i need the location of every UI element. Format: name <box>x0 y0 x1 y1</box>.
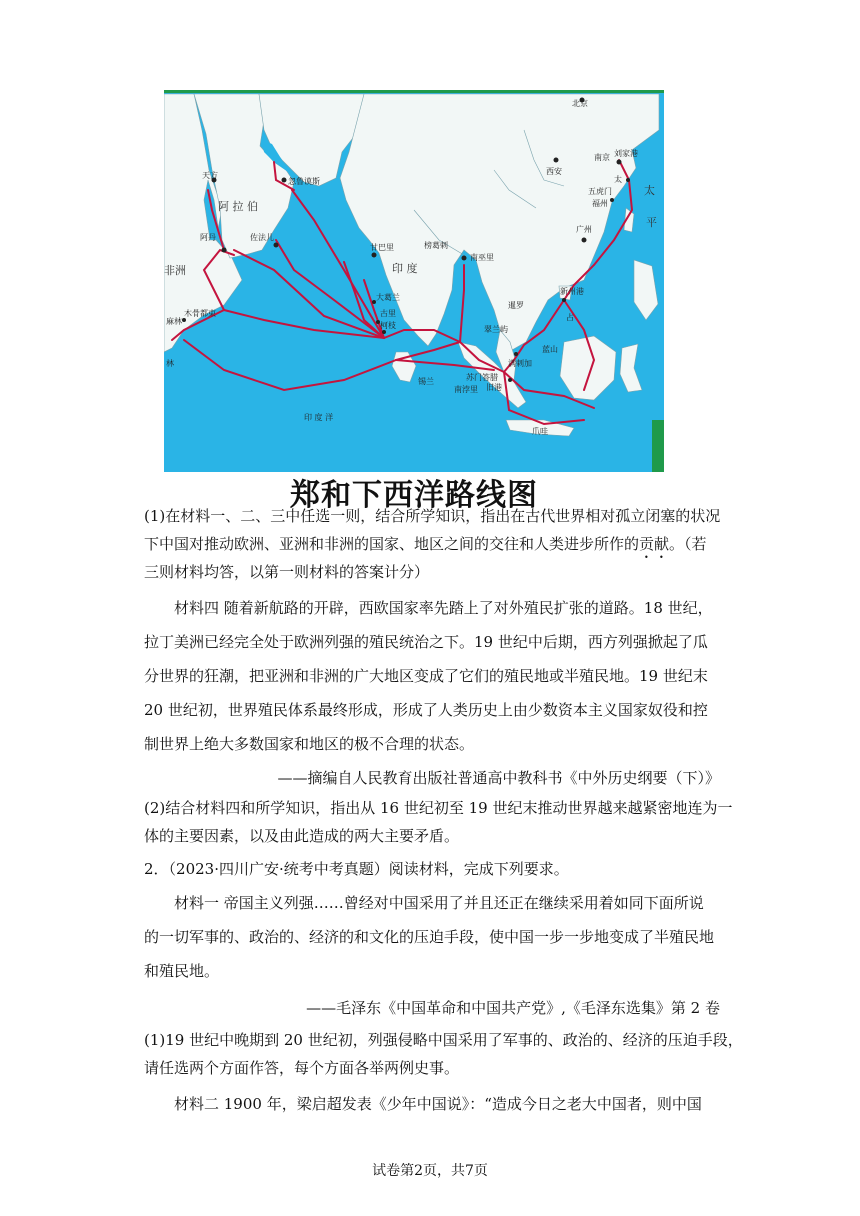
map-label-beijing: 北京 <box>572 99 588 108</box>
emphasized-word: 贡献 <box>639 535 670 553</box>
map-label-nanwuli: 南巫里 <box>470 253 494 262</box>
map-label-nanbo: 南浡里 <box>454 385 478 394</box>
material-1-line-2: 的一切军事的、政治的、经济的和文化的压迫手段，使中国一步一步地变成了半殖民地 <box>144 928 715 946</box>
question-2-line-1: (2)结合材料四和所学知识，指出从 16 世纪初至 19 世纪末推动世界越来越紧密地连为一 <box>144 799 733 817</box>
question-3-line-2: 请任选两个方面作答，每个方面各举两例史事。 <box>144 1059 460 1077</box>
material-4-line-3: 分世界的狂潮，把亚洲和非洲的广大地区变成了它们的殖民地或半殖民地。19 世纪末 <box>144 667 708 685</box>
question-1-line-1: (1)在材料一、二、三中任选一则，结合所学知识，指出在古代世界相对孤立闭塞的状况 <box>144 507 721 525</box>
question-1-line-3: 三则材料均答，以第一则材料的答案计分） <box>144 563 430 581</box>
map-label-kezhi: 柯枝 <box>380 321 396 330</box>
material-4-source: ——摘编自人民教育出版社普通高中教科书《中外历史纲要（下）》 <box>277 769 720 787</box>
map-label-zhaowa: 爪哇 <box>532 427 548 436</box>
map-label-bangladesh: 榜葛剌 <box>424 241 448 250</box>
map-label-indian-ocean: 印 度 洋 <box>304 413 334 422</box>
material-2-line-1: 材料二 1900 年，梁启超发表《少年中国说》：“造成今日之老大中国者，则中国 <box>174 1095 702 1113</box>
map-label-ganbali: 甘巴里 <box>370 243 394 252</box>
question-2-line-2: 体的主要因素，以及由此造成的两大主要矛盾。 <box>144 827 460 845</box>
map-label-mogadishu: 木骨都束 <box>184 309 216 318</box>
map-label-zhancheng: 占 <box>566 313 574 322</box>
material-4-line-5: 制世界上绝大多数国家和地区的极不合理的状态。 <box>144 735 475 753</box>
map-label-guli: 古里 <box>380 309 396 318</box>
map-label-wuhumen: 五虎门 <box>588 187 612 196</box>
material-4-line-4: 20 世纪初，世界殖民体系最终形成，形成了人类历史上由少数资本主义国家奴役和控 <box>144 701 708 719</box>
material-4-line-2: 拉丁美洲已经完全处于欧洲列强的殖民统治之下。19 世纪中后期，西方列强掀起了瓜 <box>144 633 708 651</box>
map-label-africa: 非洲 <box>164 264 186 277</box>
map-label-malindi: 麻林 <box>166 317 182 326</box>
map-label-manlajia: 满剌加 <box>508 359 532 368</box>
map-label-arabia: 阿 拉 伯 <box>218 200 258 213</box>
map-label-xian: 西安 <box>546 167 562 176</box>
map-label-nanjing: 南京 <box>594 153 610 162</box>
material-1-line-3: 和殖民地。 <box>144 962 220 980</box>
map-label-fuzhou: 福州 <box>592 199 608 208</box>
map-label-lanshan: 蓝山 <box>542 345 558 354</box>
map-label-hormuz: 忽鲁谟斯 <box>288 177 320 186</box>
question-1-line-2: 下中国对推动欧洲、亚洲和非洲的国家、地区之间的交往和人类进步所作的贡献。（若 <box>144 535 707 553</box>
map-label-liujiagang: 刘家港 <box>614 149 638 158</box>
map-label-adan: 阿丹 <box>200 233 216 242</box>
material-1-line-1: 材料一 帝国主义列强……曾经对中国采用了并且还正在继续采用着如同下面所说 <box>174 894 704 912</box>
map-title: 郑和下西洋路线图 <box>290 478 538 513</box>
map-label-tianfang: 天方 <box>202 171 218 180</box>
map-label-sumendala: 苏门答腊 <box>466 373 498 382</box>
map-label-zufaer: 佐法儿 <box>250 233 274 242</box>
map-label-guangzhou: 广州 <box>576 225 592 234</box>
map-label-jiugang: 旧港 <box>486 383 502 392</box>
item-2-heading: 2．（2023·四川广安·统考中考真题）阅读材料，完成下列要求。 <box>144 860 569 878</box>
zheng-he-voyage-map <box>164 90 664 472</box>
map-label-pacific-2: 平 <box>646 216 657 229</box>
map-label-xinzhougang: 新州港 <box>560 287 584 296</box>
map-label-india: 印 度 <box>392 262 418 275</box>
map-label-lin: 林 <box>166 359 174 368</box>
map-label-taicang: 太 <box>614 175 622 184</box>
map-label-dagelan: 大葛兰 <box>376 293 400 302</box>
map-label-xianluo: 暹罗 <box>508 301 524 310</box>
page-footer: 试卷第2页，共7页 <box>372 1163 488 1179</box>
map-label-xilan: 锡兰 <box>418 377 434 386</box>
question-3-line-1: (1)19 世纪中晚期到 20 世纪初，列强侵略中国采用了军事的、政治的、经济的压迫手段， <box>144 1031 743 1049</box>
map-label-pacific-1: 太 <box>644 184 655 197</box>
map-label-cuolanyu: 翠兰屿 <box>484 325 508 334</box>
material-1-source: ——毛泽东《中国革命和中国共产党》,《毛泽东选集》第 2 卷 <box>306 999 720 1017</box>
material-4-line-1: 材料四 随着新航路的开辟，西欧国家率先踏上了对外殖民扩张的道路。18 世纪， <box>174 599 713 617</box>
